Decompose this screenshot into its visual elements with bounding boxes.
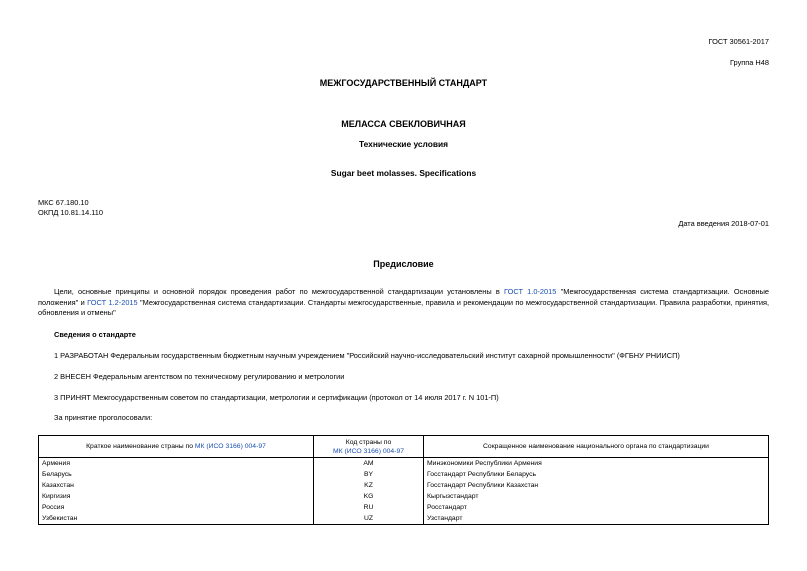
body-cell: Госстандарт Республики Казахстан <box>424 480 769 491</box>
table-row <box>39 480 769 491</box>
foreword-text-1: Цели, основные принципы и основной порядок проведения работ по межгосударственной стандартизации установлены в <box>54 287 505 296</box>
gost-1-2-link[interactable]: ГОСТ 1.2-2015 <box>87 297 138 307</box>
mks-code: МКС 67.180.10 <box>38 198 89 207</box>
code-cell: BY <box>314 469 424 480</box>
group-code: Группа Н48 <box>729 58 769 67</box>
table-row <box>39 491 769 502</box>
code-cell: KZ <box>314 480 424 491</box>
country-cell: Армения <box>39 458 314 470</box>
table-row <box>39 458 769 470</box>
document-subtitle: Технические условия <box>358 139 449 149</box>
gost-1-0-link[interactable]: ГОСТ 1.0-2015 <box>504 287 557 296</box>
header-body: Сокращенное наименование национального органа по стандартизации <box>424 436 769 458</box>
standard-info-heading: Сведения о стандарте <box>54 330 136 339</box>
intro-date: Дата введения 2018-07-01 <box>678 219 769 228</box>
code-cell: KG <box>314 491 424 502</box>
header-country-text: Краткое наименование страны по <box>86 443 195 450</box>
body-cell: Кыргызстандарт <box>424 491 769 502</box>
code-cell: RU <box>314 502 424 513</box>
code-cell: UZ <box>314 513 424 525</box>
voting-table <box>38 435 769 525</box>
country-cell: Узбекистан <box>39 513 314 525</box>
iso-3166-link-2[interactable]: МК (ИСО 3166) 004-97 <box>332 447 405 455</box>
header-code-text: Код страны по <box>345 438 392 446</box>
document-title: МЕЛАССА СВЕКЛОВИЧНАЯ <box>341 119 466 129</box>
document-kind: МЕЖГОСУДАРСТВЕННЫЙ СТАНДАРТ <box>319 78 488 88</box>
info-item-adopted: 3 ПРИНЯТ Межгосударственным советом по стандартизации, метрологии и сертификации (протокол от 14 июля 2017 г. N 101-П) <box>54 393 499 402</box>
body-cell: Узстандарт <box>424 513 769 525</box>
country-cell: Казахстан <box>39 480 314 491</box>
body-cell: Госстандарт Республики Беларусь <box>424 469 769 480</box>
foreword-heading: Предисловие <box>373 259 434 269</box>
foreword-text-2: "Межгосударственная система стандартизации. Основные положения" и <box>38 287 769 307</box>
header-country <box>39 436 314 458</box>
country-cell: Киргизия <box>39 491 314 502</box>
body-cell: Росстандарт <box>424 502 769 513</box>
info-item-developed: 1 РАЗРАБОТАН Федеральным государственным бюджетным научным учреждением "Российский научно-исследовательский институт сахарной промышленности" (ФГБНУ РНИИСП) <box>54 351 680 360</box>
info-item-submitted: 2 ВНЕСЕН Федеральным агентством по техническому регулированию и метрологии <box>54 372 345 381</box>
iso-3166-link[interactable]: МК (ИСО 3166) 004-97 <box>194 443 266 450</box>
voted-label: За принятие проголосовали: <box>54 413 153 422</box>
table-header-row <box>39 436 769 458</box>
standard-number: ГОСТ 30561-2017 <box>708 37 769 46</box>
foreword-paragraph <box>38 287 769 319</box>
table-row <box>39 513 769 525</box>
body-cell: Минэкономики Республики Армения <box>424 458 769 470</box>
table-row <box>39 502 769 513</box>
code-cell: AM <box>314 458 424 470</box>
foreword-text-3: "Межгосударственная система стандартизации. Стандарты межгосударственные, правила и рекомендации по межгосударственной стандартизации. Правила разработки, принятия, обновления и отмены" <box>38 297 769 317</box>
okpd-code: ОКПД 10.81.14.110 <box>38 208 104 217</box>
document-english-title: Sugar beet molasses. Specifications <box>330 168 477 178</box>
table-row <box>39 469 769 480</box>
country-cell: Россия <box>39 502 314 513</box>
country-cell: Беларусь <box>39 469 314 480</box>
header-code <box>314 436 424 458</box>
